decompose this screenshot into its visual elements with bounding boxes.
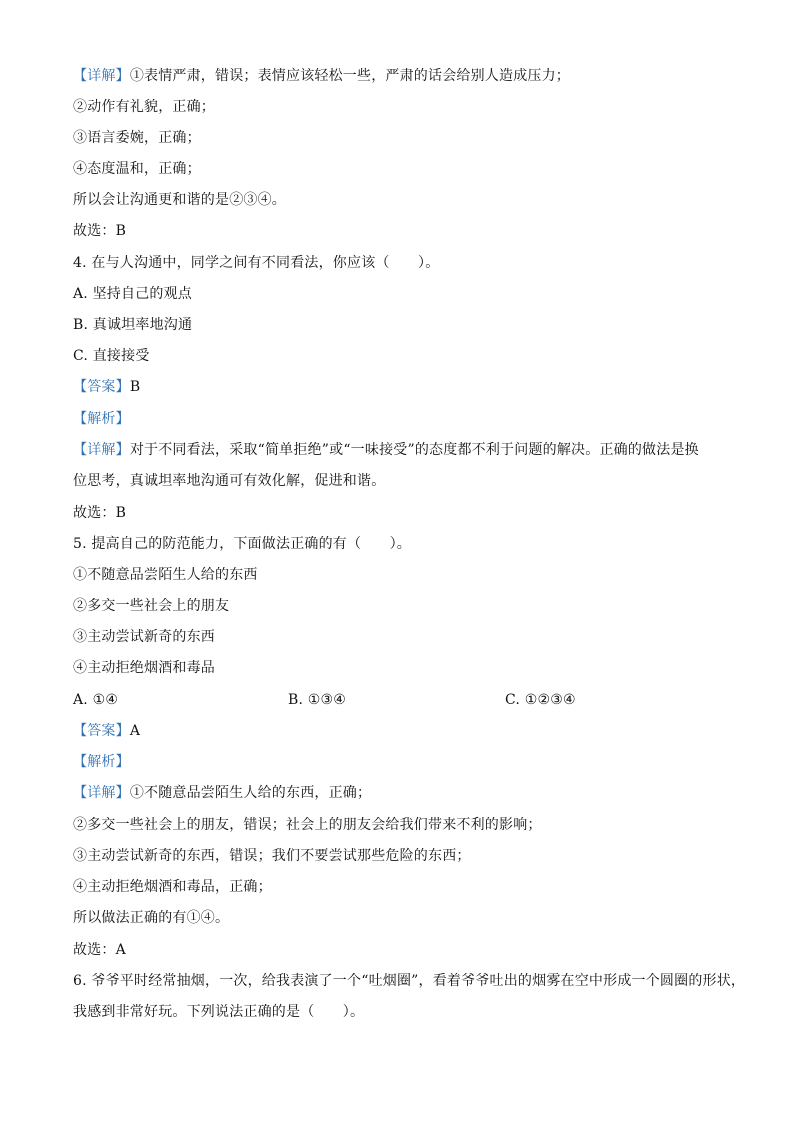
line-text: 对于不同看法，采取“简单拒绝”或“一味接受”的态度都不利于问题的解决。正确的做法是换 [129,442,699,458]
question-5-options [73,690,734,710]
line-text: A. 坚持自己的观点 [73,286,193,302]
option-b [73,315,734,335]
line-text: 4. 在与人沟通中，同学之间有不同看法，你应该（ ）。 [73,255,440,271]
section-tag: 【详解】 [73,785,130,801]
line-text: ③语言委婉，正确； [73,130,201,146]
line-text: 故选：B [73,223,127,239]
line-text: 位思考，真诚坦率地沟通可有效化解，促进和谐。 [73,473,386,489]
text-line [73,940,734,960]
line-text: C. 直接接受 [73,348,150,364]
text-line [73,128,734,148]
text-line [73,565,734,585]
text-line [73,471,734,491]
text-line [73,440,734,460]
line-text: B. 真诚坦率地沟通 [73,317,193,333]
question-6 [73,971,746,991]
line-text: ③主动尝试新奇的东西 [73,629,215,645]
line-text: ④主动拒绝烟酒和毒品，正确； [73,879,272,895]
text-line [73,221,734,241]
line-text: ②多交一些社会上的朋友，错误；社会上的朋友会给我们带来不利的影响； [73,817,542,833]
line-text: ③主动尝试新奇的东西，错误；我们不要尝试那些危险的东西； [73,848,471,864]
option-b: B. ①③④ [288,692,347,708]
text-line [73,815,734,835]
line-text: ①不随意品尝陌生人给的东西 [73,567,258,583]
line-text: B [129,379,141,395]
section-tag: 【详解】 [73,442,130,458]
text-line [73,846,734,866]
text-line [73,190,734,210]
line-text: ④主动拒绝烟酒和毒品 [73,660,215,676]
text-line [73,503,734,523]
text-line [73,658,734,678]
line-text: A [129,723,141,739]
line-text: 6. 爷爷平时经常抽烟，一次，给我表演了一个“吐烟圈”，看着爷爷吐出的烟雾在空中形成一个圆圈的形状， [73,973,746,989]
line-text: 所以做法正确的有①④。 [73,910,230,926]
question-5 [73,534,734,554]
option-c: C. ①②③④ [505,692,576,708]
section-tag: 【答案】 [73,723,130,739]
text-line [73,877,734,897]
line-text: 所以会让沟通更和谐的是②③④。 [73,192,286,208]
line-text: ②多交一些社会上的朋友 [73,598,230,614]
line-text: 故选：B [73,505,127,521]
line-text: 故选：A [73,942,126,958]
option-a: A. ①④ [73,692,119,708]
text-line [73,908,734,928]
option-c [73,346,734,366]
option-a [73,284,734,304]
line-text: ④态度温和，正确； [73,161,201,177]
section-tag: 【解析】 [73,411,130,427]
text-line [73,1002,734,1022]
line-text: 我感到非常好玩。下列说法正确的是（ ）。 [73,1004,365,1020]
section-tag: 【解析】 [73,754,130,770]
line-text: ①表情严肃，错误；表情应该轻松一些，严肃的话会给别人造成压力； [129,68,571,84]
text-line [73,97,734,117]
text-line [73,783,734,803]
question-4 [73,253,734,273]
line-text: 5. 提高自己的防范能力，下面做法正确的有（ ）。 [73,536,412,552]
text-line [73,66,734,86]
text-line [73,159,734,179]
analysis-line [73,752,734,772]
section-tag: 【详解】 [73,68,130,84]
answer-line [73,721,734,741]
line-text: ②动作有礼貌，正确； [73,99,215,115]
answer-line [73,377,734,397]
text-line [73,596,734,616]
section-tag: 【答案】 [73,379,130,395]
analysis-line [73,409,734,429]
text-line [73,627,734,647]
line-text: ①不随意品尝陌生人给的东西，正确； [129,785,372,801]
